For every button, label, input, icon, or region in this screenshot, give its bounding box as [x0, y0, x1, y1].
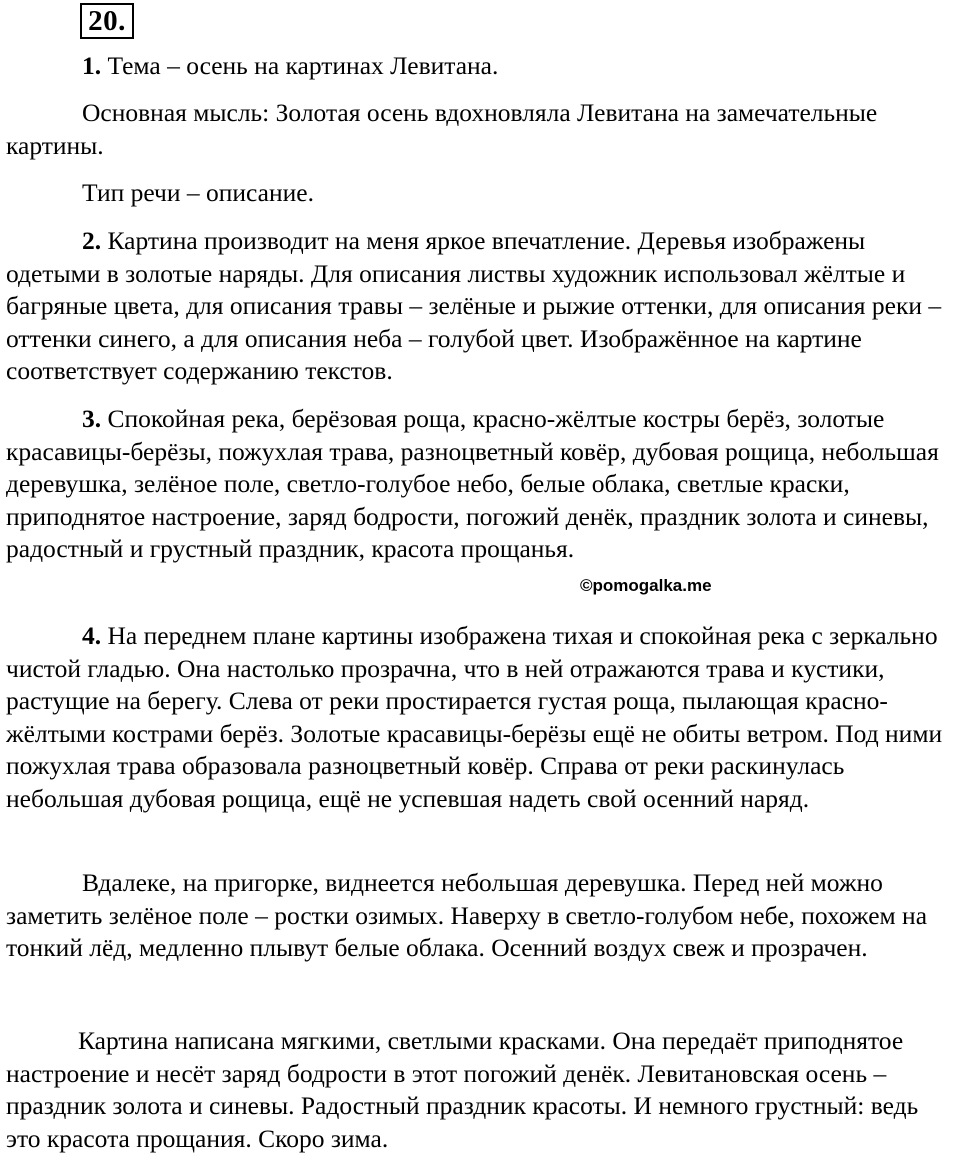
section4-paragraph3: Картина написана мягкими, светлыми красками. Она передаёт приподнятое настроение и несёт заряд бодрости в этот погожий денёк. Левитановская осень – праздник золота и синевы. Радостный праздник красоты. И немного грустный: ведь это красота прощания. Скоро зима. — [6, 1026, 919, 1153]
section2-marker: 2. — [82, 226, 102, 255]
section1-main-idea: Основная мысль: Золотая осень вдохновляла Левитана на замечательные картины. — [6, 98, 878, 160]
watermark: ©pomogalka.me — [580, 576, 712, 595]
section4-marker: 4. — [82, 621, 102, 650]
section2-paragraph — [6, 225, 956, 388]
section1-marker: 1. — [82, 51, 102, 80]
section1-theme-text: Тема – осень на картинах Левитана. — [101, 51, 499, 80]
section1-speech-type: Тип речи – описание. — [82, 178, 314, 207]
section2-text: Картина производит на меня яркое впечатление. Деревья изображены одетыми в золотые наряды. Для описания листвы художник использовал жёлтые и багряные цвета, для описания травы – зелёные и рыжие оттенки, для описания реки – оттенки синего, а для описания неба – голубой цвет. Изображённое на картине соответствует содержанию текстов. — [6, 226, 942, 385]
section3-marker: 3. — [82, 404, 102, 433]
section4-paragraph1 — [6, 620, 956, 815]
section1-theme — [6, 50, 956, 83]
section4-paragraph2: Вдалеке, на пригорке, виднеется небольшая деревушка. Перед ней можно заметить зелёное поле – ростки озимых. Наверху в светло-голубом небе, похожем на тонкий лёд, медленно плывут белые облака. Осенний воздух свеж и прозрачен. — [6, 868, 928, 962]
section3-text: Спокойная река, берёзовая роща, красно-жёлтые костры берёз, золотые красавицы-берёзы, пожухлая трава, разноцветный ковёр, дубовая рощица, небольшая деревушка, зелёное поле, светло-голубое небо, белые облака, светлые краски, приподнятое настроение, заряд бодрости, погожий денёк, праздник золота и синевы, радостный и грустный праздник, красота прощанья. — [6, 404, 939, 563]
section4-paragraph1-text: На переднем плане картины изображена тихая и спокойная река с зеркально чистой гладью. Она настолько прозрачна, что в ней отражаются трава и кустики, растущие на берегу. Слева от реки простирается густая роща, пылающая красно-жёлтыми кострами берёз. Золотые красавицы-берёзы ещё не обиты ветром. Под ними пожухлая трава образовала разноцветный ковёр. Справа от реки раскинулась небольшая дубовая рощица, ещё не успевшая надеть свой осенний наряд. — [6, 621, 943, 813]
exercise-number: 20. — [80, 3, 134, 39]
section3-paragraph — [6, 403, 956, 566]
